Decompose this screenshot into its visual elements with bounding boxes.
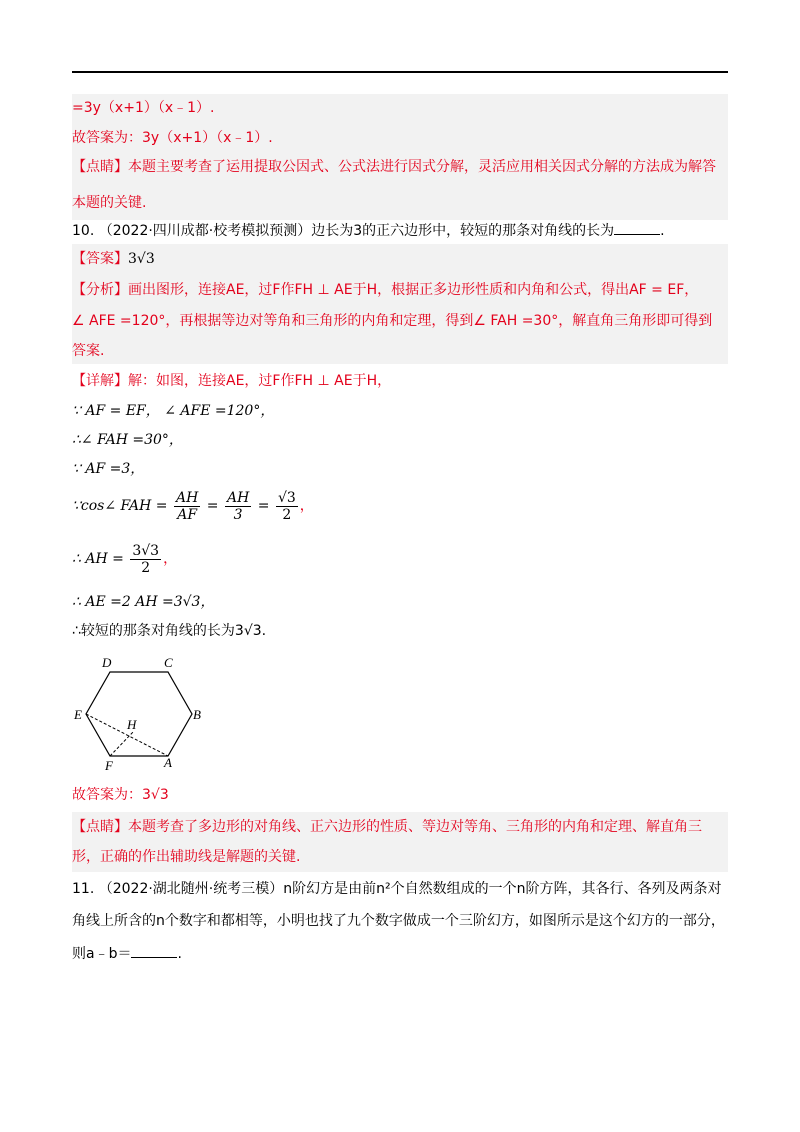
- q10-step-7: ∴较短的那条对角线的长为3√3.: [72, 623, 267, 639]
- denominator: AF: [177, 506, 198, 523]
- q10-step-2: ∴∠ FAH =30°，: [72, 432, 183, 448]
- numerator: √3: [277, 489, 296, 506]
- q11-answer-blank: [131, 943, 177, 958]
- q10-stem: [72, 220, 665, 241]
- comment-text-1: 本题考查了多边形的对角线、正六边形的性质、等边对等角、三角形的内角和定理、解直角三: [128, 819, 702, 835]
- q11-source: （2022·湖北随州·统考三模）: [98, 881, 284, 897]
- label-e: E: [74, 707, 82, 722]
- analysis-text-1: 画出图形，连接AE，过F作FH ⊥ AE于H，根据正多边形性质和内角和公式，得出AF = EF，: [128, 282, 699, 298]
- q11-line-1: [72, 879, 721, 899]
- hexagon-figure: [72, 655, 202, 773]
- q10-answer-line: [72, 249, 155, 269]
- q10-answer-blank: [614, 220, 660, 235]
- step4-end: ，: [299, 498, 314, 514]
- numerator: AH: [176, 489, 199, 506]
- label-d: D: [102, 655, 112, 670]
- q10-comment-line-1: [72, 817, 702, 837]
- q10-comment-block: [72, 812, 728, 872]
- q10-analysis-line-1: [72, 280, 698, 300]
- prev-comment-line-2: 本题的关键.: [72, 195, 147, 211]
- q11-line-3: [72, 943, 182, 964]
- numerator: 3√3: [132, 542, 160, 559]
- comment-text-1: 本题主要考查了运用提取公因式、公式法进行因式分解，灵活应用相关因式分解的方法成为解答: [128, 159, 716, 175]
- q10-stem-text: 边长为3的正六边形中，较短的那条对角线的长为: [311, 223, 615, 239]
- q10-step-3: ∵ AF =3，: [72, 461, 145, 477]
- numerator: AH: [226, 489, 250, 506]
- q10-comment-line-2: 形，正确的作出辅助线是解题的关键.: [72, 849, 301, 865]
- prev-solution-block: [72, 94, 728, 190]
- step4-prefix: ∵cos∠ FAH =: [72, 498, 168, 514]
- q10-step-1: ∵ AF = EF， ∠ AFE =120°，: [72, 403, 275, 419]
- final-answer-text: 故答案为：3√3: [72, 787, 169, 803]
- fraction-3root3-2: [130, 543, 161, 576]
- answer-tag: 【答案】: [72, 251, 128, 267]
- q10-source: （2022·四川成都·校考模拟预测）: [98, 223, 312, 239]
- detail-tag: 【详解】: [72, 373, 128, 389]
- q11-line-2: 角线上所含的n个数字和都相等，小明也找了九个数字做成一个三阶幻方，如图所示是这个幻方的一部分，: [72, 913, 725, 929]
- label-a: A: [164, 755, 172, 770]
- label-h: H: [127, 717, 137, 732]
- comment-tag: 【点睛】: [72, 819, 128, 835]
- label-c: C: [164, 655, 173, 670]
- detail-text-1: 解：如图，连接AE，过F作FH ⊥ AE于H，: [128, 373, 392, 389]
- q11-text-3: 则a﹣b＝: [72, 946, 132, 962]
- denominator: 2: [141, 559, 151, 576]
- q10-stem-end: .: [660, 223, 665, 239]
- q10-analysis-line-2: ∠ AFE =120°，再根据等边对等角和三角形的内角和定理，得到∠ FAH =30°，解直角三角形即可得到: [72, 313, 713, 329]
- q10-final-answer: [72, 785, 169, 805]
- q10-detail-line-1: [72, 371, 391, 391]
- q10-answer-value: 3√3: [128, 251, 155, 267]
- prev-comment-line-1: [72, 157, 716, 177]
- denominator: 3: [233, 506, 243, 523]
- q10-step-5: [72, 541, 177, 577]
- q10-detail-block: [72, 370, 728, 640]
- denominator: 2: [282, 506, 292, 523]
- fraction-root3-2: [276, 490, 298, 523]
- analysis-tag: 【分析】: [72, 282, 128, 298]
- prev-line-2: 故答案为：3y（x+1）（x﹣1）.: [72, 130, 273, 146]
- q10-analysis-line-3: 答案.: [72, 343, 105, 359]
- label-b: B: [193, 707, 201, 722]
- fraction-ah-3: [225, 490, 251, 523]
- step5-end: ，: [163, 551, 178, 567]
- fraction-ah-af: [174, 490, 200, 523]
- q10-step-4: ∵cos∠ FAH = $\frac{AH}{AF}$ = $\frac{AH}{3}$ = $\frac{√3}{2}$ ，: [72, 489, 314, 523]
- figure-background: [72, 655, 202, 773]
- step5-prefix: ∴ AH =: [72, 551, 124, 567]
- q11-end: .: [177, 946, 182, 962]
- q10-step-6: ∴ AE =2 AH =3√3，: [72, 594, 215, 610]
- q11-text-1: n阶幻方是由前n²个自然数组成的一个n阶方阵，其各行、各列及两条对: [283, 881, 722, 897]
- comment-tag: 【点睛】: [72, 159, 128, 175]
- prev-line-1: =3y（x+1）（x﹣1）.: [72, 100, 215, 116]
- prev-solution-block-2: [72, 190, 728, 220]
- label-f: F: [105, 758, 113, 773]
- q11-number: 11.: [72, 881, 95, 897]
- header-rule: [72, 71, 728, 73]
- q10-number: 10.: [72, 223, 95, 239]
- q10-analysis-block: [72, 244, 728, 364]
